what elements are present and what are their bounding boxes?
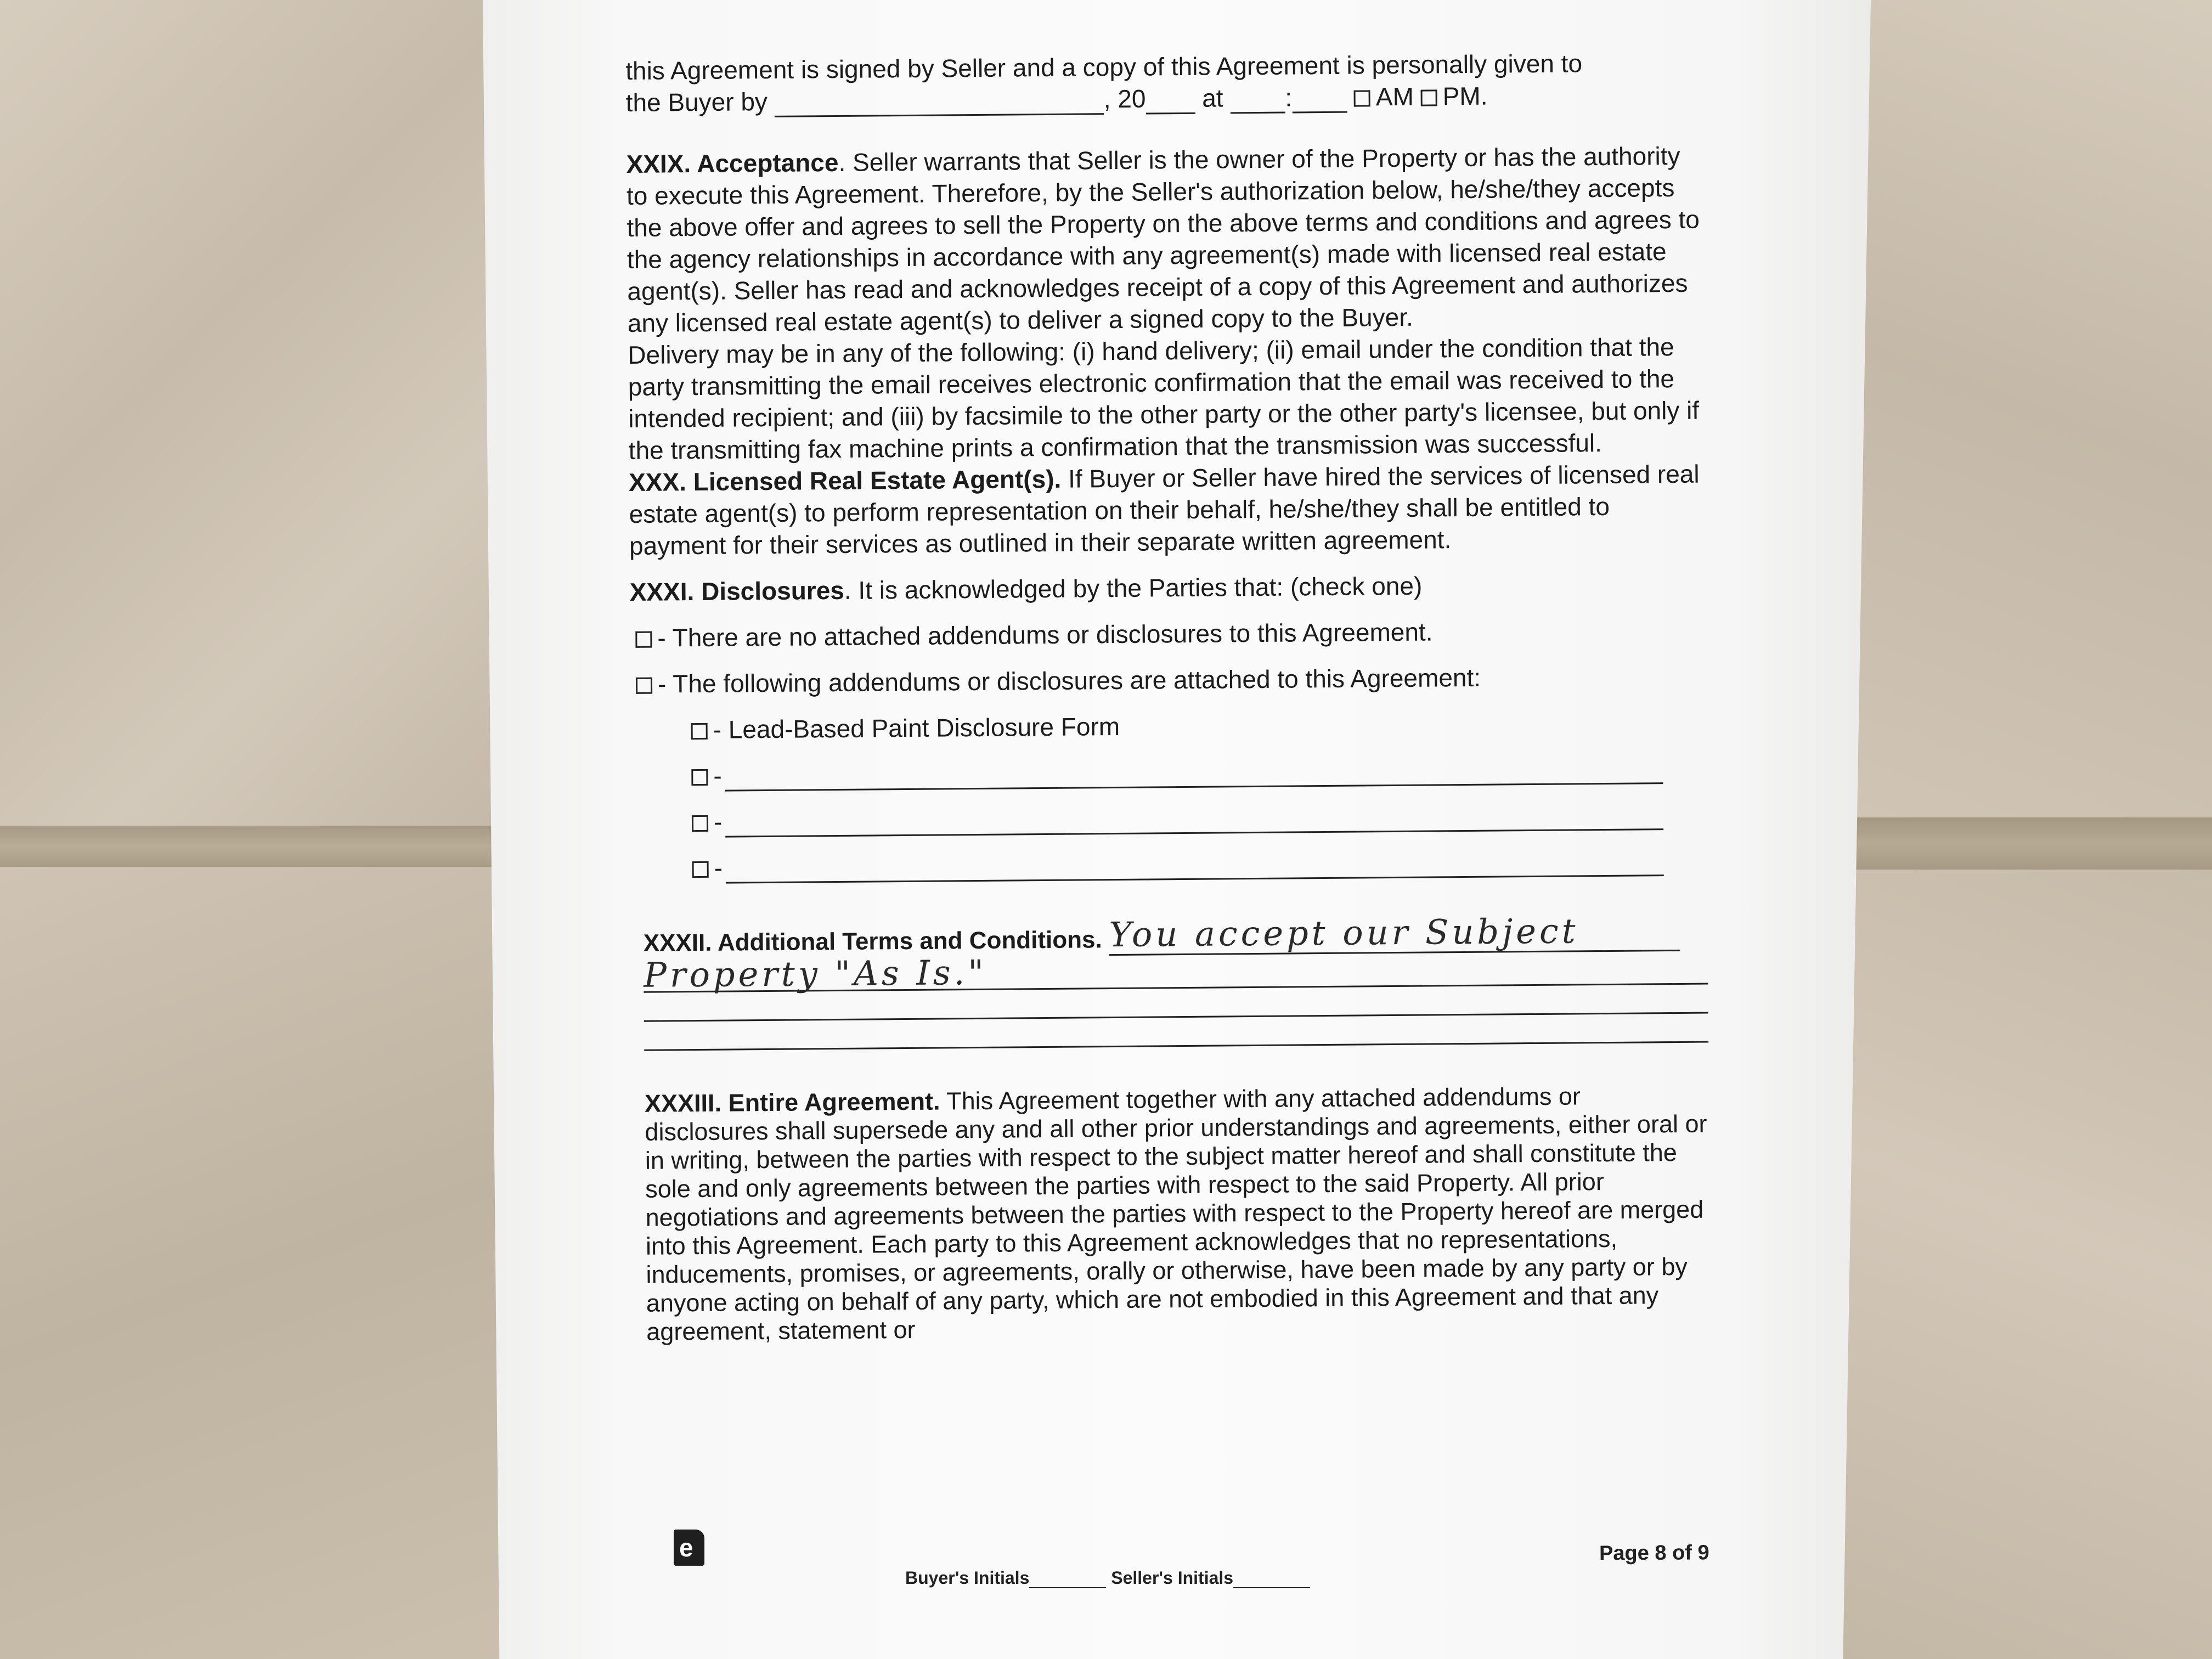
buyer-initials-field[interactable] [1029,1571,1106,1588]
buyer-by-label: the Buyer by [625,87,768,117]
page-number: Page 8 of 9 [1599,1541,1709,1565]
blank-disclosure-checkbox[interactable] [691,769,708,786]
form-logo-icon [674,1530,704,1566]
colon-label: : [1285,83,1293,112]
initials-row [905,1568,1310,1588]
logo-letter: e [679,1533,693,1562]
agents-body: If Buyer or Seller have hired the services of licensed real estate agent(s) to perform representation on their behalf, he/she/they shall be entitled to payment for their services as outlined in their separate written agreement. [629,459,1700,560]
grout-line-left [0,826,538,867]
blank-disclosure-item [691,752,1706,792]
lead-paint-item [691,706,1706,746]
minute-field[interactable] [1292,87,1347,114]
blank-disclosure-field[interactable] [725,760,1663,791]
year-label: , 20 [1103,84,1146,114]
at-label: at [1202,83,1223,112]
blank-disclosure-checkbox[interactable] [692,815,708,832]
am-label: AM [1375,82,1414,111]
seller-initials-field[interactable] [1233,1571,1310,1588]
no-disclosures-label: - There are no attached addendums or disclosures to this Agreement. [657,617,1433,652]
agents-heading: XXX. Licensed Real Estate Agent(s). [628,464,1062,496]
no-disclosures-checkbox[interactable] [635,631,652,648]
blank-disclosure-item [692,798,1707,838]
am-checkbox[interactable] [1354,90,1370,106]
additional-terms-field[interactable] [1109,911,1679,956]
acceptance-body: . Seller warrants that Seller is the owner of the Property or has the authority to execute this Agreement. Therefore, by the Seller's authorization below, he/she/they accepts the above offer and agrees to sell the Property on the above terms and conditions and agrees to the agency relationships in accordance with any agreement(s) made with licensed real estate agent(s). Seller has read and acknowledges receipt of a copy of this Agreement and authorizes any licensed real estate agent(s) to deliver a signed copy to the Buyer. [626,141,1700,337]
wall-tile-lower-right [1843,870,2212,1659]
entire-agreement-section [645,1081,1711,1346]
disclosure-option-attached [636,660,1706,700]
disclosures-section [629,568,1707,884]
wall-tile-upper-left [0,0,511,826]
pm-label: PM. [1442,81,1488,111]
blank-disclosure-dash: - [714,853,723,882]
disclosures-intro-text: . It is acknowledged by the Parties that: (check one) [844,571,1423,605]
entire-agreement-heading: XXXIII. Entire Agreement. [644,1087,940,1118]
attached-disclosures-checkbox[interactable] [636,678,652,694]
wall-tile-lower-left [0,867,538,1659]
blank-disclosure-field[interactable] [725,806,1663,837]
delivery-section: Delivery may be in any of the following: (i) hand delivery; (ii) email under the condition that the party transmitting the email receives electronic confirmation that the email was received to the intended recipient; and (iii) by facsimile to the other party or the other party's licensee, but only if the transmitting fax machine prints a confirmation that the transmission was successful. [628,332,1700,465]
handwritten-terms-line1: You accept our Subject [1109,911,1579,955]
intro-line1: this Agreement is signed by Seller and a copy of this Agreement is personally given to [625,49,1583,85]
blank-disclosure-checkbox[interactable] [692,861,709,878]
buyer-initials-label: Buyer's Initials [905,1568,1030,1588]
blank-disclosure-dash: - [713,761,722,790]
additional-terms-section [643,911,1708,1051]
acceptance-section [626,140,1703,339]
seller-initials-label: Seller's Initials [1111,1568,1234,1588]
pm-checkbox[interactable] [1421,89,1437,106]
blank-disclosure-field[interactable] [726,853,1664,883]
lead-paint-label: - Lead-Based Paint Disclosure Form [713,712,1120,744]
blank-disclosure-item [692,844,1707,884]
attached-disclosures-label: - The following addendums or disclosures are attached to this Agreement: [657,663,1481,698]
handwritten-terms-line2: Property "As Is." [643,952,988,995]
agents-section [629,458,1705,562]
delivery-date-field[interactable] [775,89,1104,117]
intro-section [625,47,1701,119]
entire-agreement-body: This Agreement together with any attached addendums or disclosures shall supersede any and all other prior understandings and agreements, either oral or in writing, between the parties with respect to the subject matter hereof and shall constitute the sole and only agreements between the parties with respect to the said Property. All prior negotiations and agreements between the parties with respect to the Property hereof are merged into this Agreement. Each party to this Agreement acknowledges that no representations, inducements, promises, or agreements, orally or otherwise, have been made by any party or by anyone acting on behalf of any party, which are not embodied in this Agreement and that any agreement, statement or [645,1082,1707,1346]
hour-field[interactable] [1230,88,1285,114]
disclosures-intro [629,568,1705,608]
disclosure-option-none [635,614,1705,654]
blank-disclosure-dash: - [713,807,723,836]
disclosures-heading: XXXI. Disclosures [629,575,845,606]
wall-tile-upper-right [1843,0,2212,817]
document-body [625,47,1711,1346]
year-field[interactable] [1146,88,1195,115]
acceptance-heading: XXIX. Acceptance [626,148,839,178]
lead-paint-checkbox[interactable] [691,723,708,740]
additional-terms-heading: XXXII. Additional Terms and Conditions. [643,926,1102,957]
grout-line-right [1843,817,2212,870]
